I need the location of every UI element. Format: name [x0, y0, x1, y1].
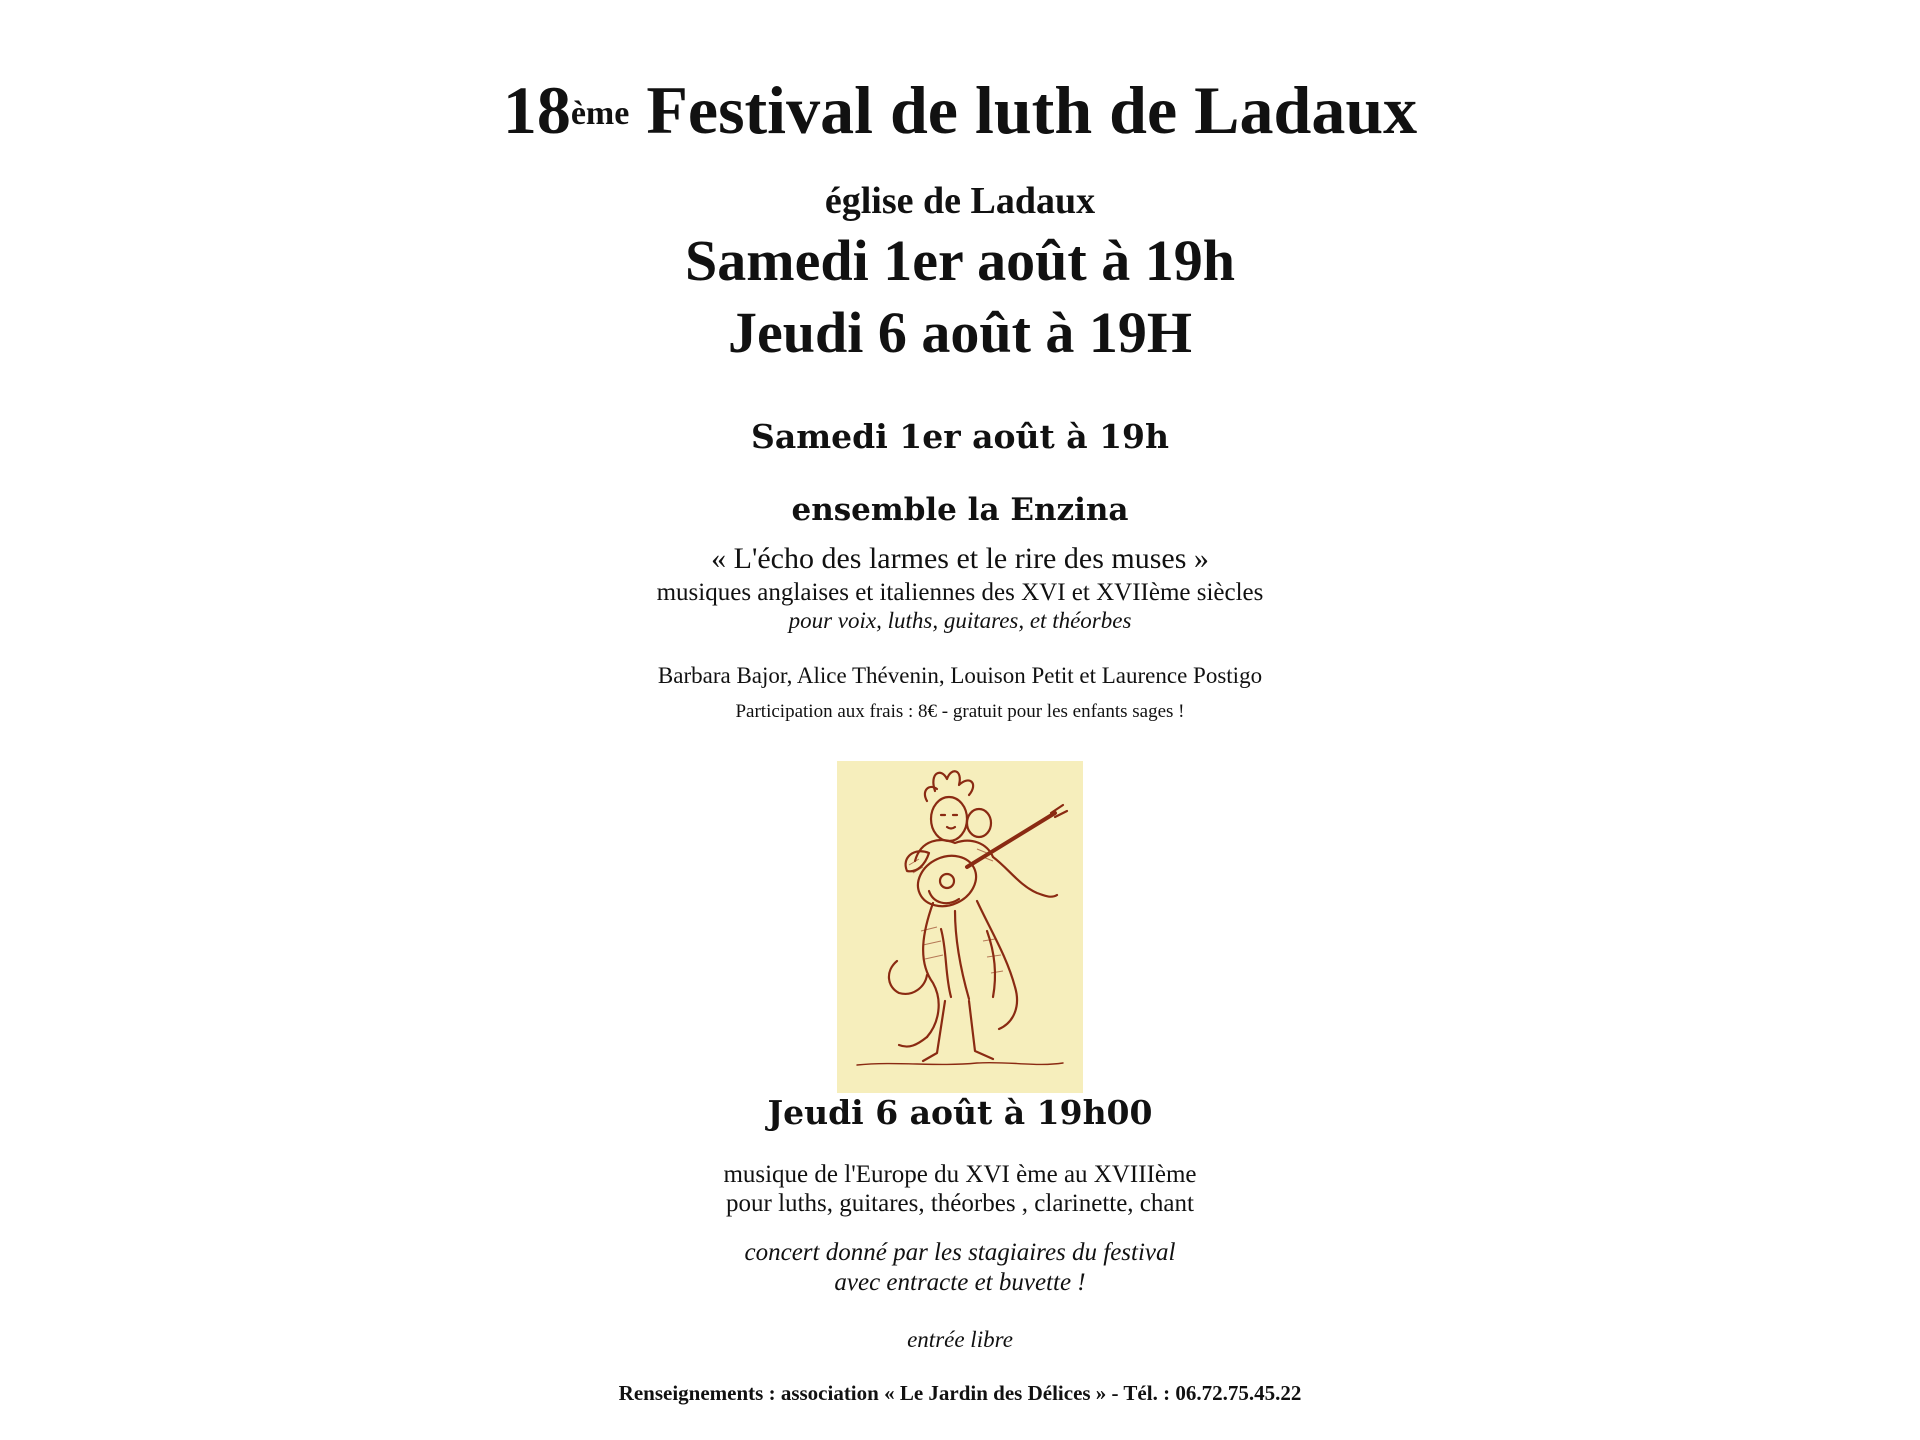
- concert-2-note-1: concert donné par les stagiaires du festival: [744, 1239, 1176, 1266]
- concert-2-date: Jeudi 6 août à 19h00: [767, 1093, 1153, 1132]
- contact-info: Renseignements : association « Le Jardin des Délices » - Tél. : 06.72.75.45.22: [618, 1381, 1302, 1405]
- concert-1-ensemble: ensemble la Enzina: [791, 492, 1129, 528]
- concert-1-price: Participation aux frais : 8€ - gratuit pour les enfants sages !: [735, 701, 1185, 722]
- title-rest: Festival de luth de Ladaux: [629, 72, 1418, 148]
- title-number: 18: [502, 72, 571, 148]
- lute-player-illustration: [837, 761, 1083, 1093]
- title-suffix: ème: [570, 95, 630, 132]
- venue: église de Ladaux: [824, 180, 1096, 222]
- concert-1-program-title: « L'écho des larmes et le rire des muses »: [711, 542, 1209, 575]
- concert-1-instruments: pour voix, luths, guitares, et théorbes: [788, 608, 1132, 633]
- concert-1-date: Samedi 1er août à 19h: [751, 417, 1169, 456]
- concert-2-note-2: avec entracte et buvette !: [834, 1269, 1086, 1296]
- header-date-1: Samedi 1er août à 19h: [685, 228, 1235, 293]
- concert-1-performers: Barbara Bajor, Alice Thévenin, Louison Petit et Laurence Postigo: [657, 663, 1263, 688]
- lute-player-engraving-icon: [837, 761, 1083, 1093]
- festival-title: [0, 70, 1920, 150]
- header-date-2: Jeudi 6 août à 19H: [727, 300, 1193, 365]
- concert-1-description: musiques anglaises et italiennes des XVI et XVIIème siècles: [656, 579, 1264, 606]
- concert-2-line-1: musique de l'Europe du XVI ème au XVIIIème: [723, 1161, 1197, 1188]
- concert-2-line-2: pour luths, guitares, théorbes , clarinette, chant: [726, 1190, 1194, 1217]
- concert-2-entry: entrée libre: [907, 1327, 1013, 1352]
